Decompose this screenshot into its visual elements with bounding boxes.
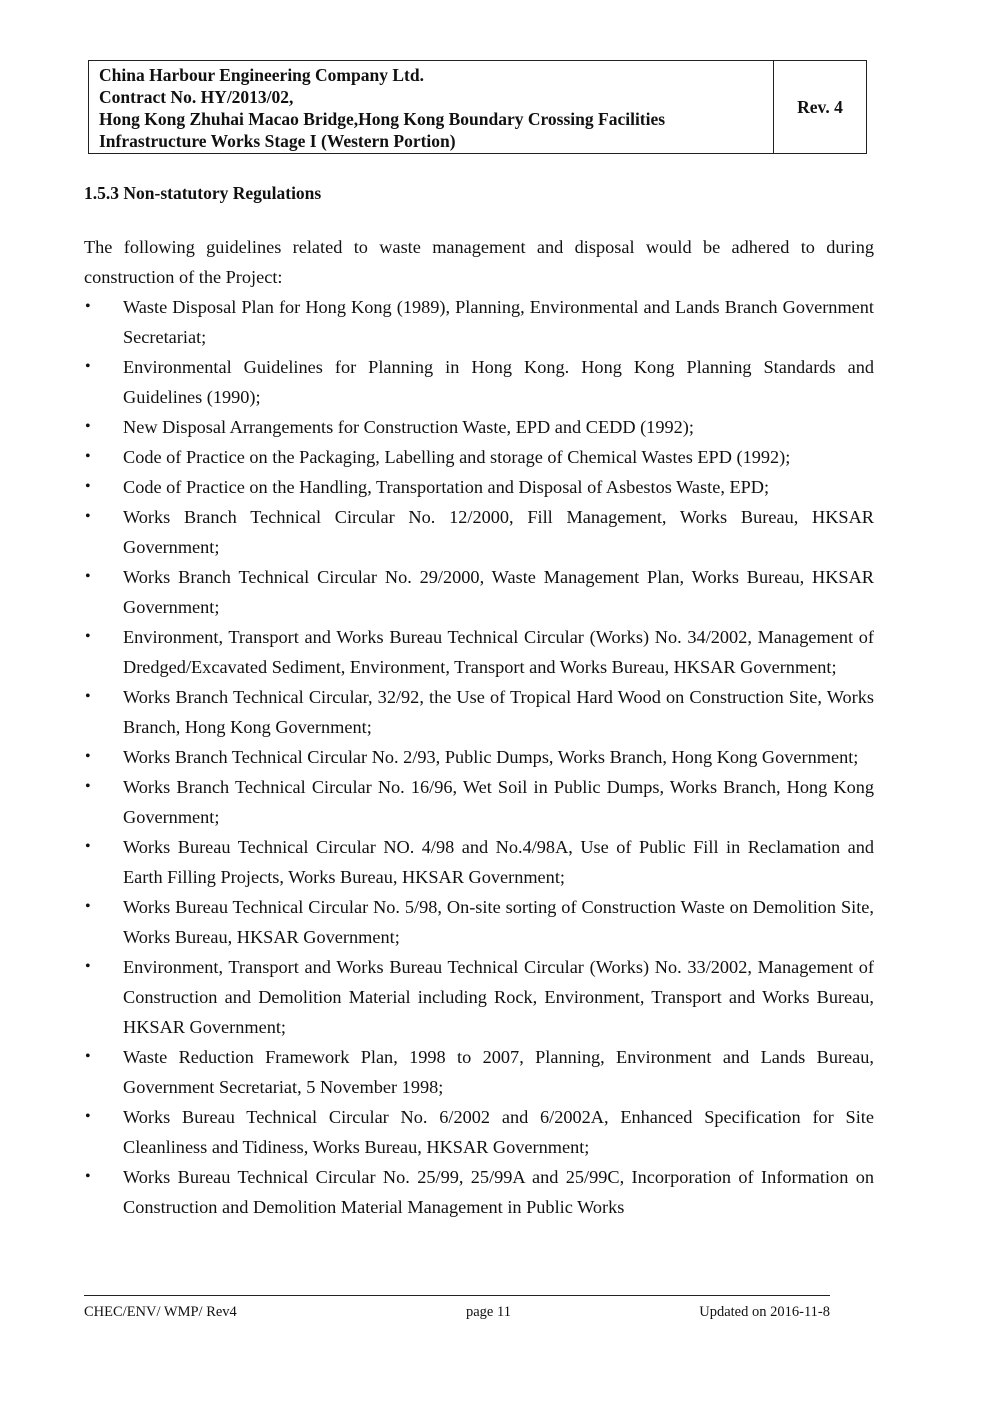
list-item bbox=[84, 1102, 874, 1162]
list-item bbox=[84, 502, 874, 562]
list-item-text: Works Branch Technical Circular No. 2/93, Public Dumps, Works Branch, Hong Kong Government; bbox=[123, 747, 859, 767]
list-item-text: Environment, Transport and Works Bureau Technical Circular (Works) No. 34/2002, Management of Dredged/Excavated Sediment, Environment, Transport and Works Bureau, HKSAR Government; bbox=[123, 627, 874, 677]
intro-paragraph: The following guidelines related to waste management and disposal would be adhered to during construction of the Project: bbox=[84, 237, 874, 287]
list-item bbox=[84, 742, 874, 772]
project-title: Hong Kong Zhuhai Macao Bridge,Hong Kong Boundary Crossing Facilities bbox=[99, 109, 666, 129]
list-item bbox=[84, 472, 874, 502]
revision-label: Rev. 4 bbox=[797, 96, 843, 117]
list-item bbox=[84, 892, 874, 952]
bullet-icon: • bbox=[85, 838, 91, 855]
bullet-icon: • bbox=[85, 448, 91, 465]
bullet-icon: • bbox=[85, 688, 91, 705]
bullet-icon: • bbox=[85, 418, 91, 435]
bullet-icon: • bbox=[85, 508, 91, 525]
header-title-block bbox=[89, 61, 774, 153]
guidelines-list bbox=[84, 292, 874, 1222]
list-item bbox=[84, 352, 874, 412]
bullet-icon: • bbox=[85, 748, 91, 765]
list-item-text: Works Bureau Technical Circular No. 25/99, 25/99A and 25/99C, Incorporation of Information on Construction and Demolition Material Management in Public Works bbox=[123, 1167, 874, 1217]
section-body bbox=[84, 232, 874, 1222]
bullet-icon: • bbox=[85, 298, 91, 315]
list-item-text: Code of Practice on the Handling, Transportation and Disposal of Asbestos Waste, EPD; bbox=[123, 477, 770, 497]
updated-date: Updated on 2016-11-8 bbox=[699, 1304, 830, 1320]
company-name: China Harbour Engineering Company Ltd. bbox=[99, 65, 424, 85]
bullet-icon: • bbox=[85, 358, 91, 375]
list-item bbox=[84, 442, 874, 472]
list-item bbox=[84, 292, 874, 352]
footer-divider bbox=[84, 1295, 830, 1296]
list-item-text: Works Branch Technical Circular No. 29/2000, Waste Management Plan, Works Bureau, HKSAR Government; bbox=[123, 567, 874, 617]
bullet-icon: • bbox=[85, 958, 91, 975]
list-item-text: Waste Reduction Framework Plan, 1998 to 2007, Planning, Environment and Lands Bureau, Government Secretariat, 5 November 1998; bbox=[123, 1047, 874, 1097]
list-item-text: Works Branch Technical Circular, 32/92, the Use of Tropical Hard Wood on Construction Site, Works Branch, Hong Kong Government; bbox=[123, 687, 874, 737]
list-item-text: Works Branch Technical Circular No. 12/2000, Fill Management, Works Bureau, HKSAR Government; bbox=[123, 507, 874, 557]
bullet-icon: • bbox=[85, 1108, 91, 1125]
list-item-text: Works Bureau Technical Circular NO. 4/98 and No.4/98A, Use of Public Fill in Reclamation and Earth Filling Projects, Works Bureau, HKSAR Government; bbox=[123, 837, 874, 887]
page-number: page 11 bbox=[466, 1304, 511, 1320]
contract-number: Contract No. HY/2013/02, bbox=[99, 87, 294, 107]
list-item-text: Works Bureau Technical Circular No. 5/98, On-site sorting of Construction Waste on Demolition Site, Works Bureau, HKSAR Government; bbox=[123, 897, 874, 947]
list-item-text: Environmental Guidelines for Planning in Hong Kong. Hong Kong Planning Standards and Guidelines (1990); bbox=[123, 357, 874, 407]
bullet-icon: • bbox=[85, 478, 91, 495]
list-item bbox=[84, 952, 874, 1042]
list-item bbox=[84, 1162, 874, 1222]
list-item bbox=[84, 562, 874, 622]
section-heading: 1.5.3 Non-statutory Regulations bbox=[84, 183, 322, 203]
list-item-text: Works Branch Technical Circular No. 16/96, Wet Soil in Public Dumps, Works Branch, Hong Kong Government; bbox=[123, 777, 874, 827]
list-item bbox=[84, 622, 874, 682]
list-item-text: Code of Practice on the Packaging, Labelling and storage of Chemical Wastes EPD (1992); bbox=[123, 447, 791, 467]
document-reference: CHEC/ENV/ WMP/ Rev4 bbox=[84, 1304, 237, 1320]
list-item-text: Works Bureau Technical Circular No. 6/2002 and 6/2002A, Enhanced Specification for Site Cleanliness and Tidiness, Works Bureau, HKSAR Government; bbox=[123, 1107, 874, 1157]
list-item bbox=[84, 1042, 874, 1102]
bullet-icon: • bbox=[85, 1048, 91, 1065]
bullet-icon: • bbox=[85, 898, 91, 915]
list-item-text: Waste Disposal Plan for Hong Kong (1989), Planning, Environmental and Lands Branch Government Secretariat; bbox=[123, 297, 874, 347]
list-item-text: Environment, Transport and Works Bureau Technical Circular (Works) No. 33/2002, Management of Construction and Demolition Material including Rock, Environment, Transport and Works Bureau, HKSAR Government; bbox=[123, 957, 874, 1037]
list-item bbox=[84, 682, 874, 742]
bullet-icon: • bbox=[85, 1168, 91, 1185]
list-item bbox=[84, 412, 874, 442]
project-subtitle: Infrastructure Works Stage I (Western Portion) bbox=[99, 131, 456, 151]
bullet-icon: • bbox=[85, 568, 91, 585]
list-item bbox=[84, 772, 874, 832]
list-item bbox=[84, 832, 874, 892]
document-header bbox=[88, 60, 867, 154]
bullet-icon: • bbox=[85, 628, 91, 645]
bullet-icon: • bbox=[85, 778, 91, 795]
list-item-text: New Disposal Arrangements for Construction Waste, EPD and CEDD (1992); bbox=[123, 417, 694, 437]
